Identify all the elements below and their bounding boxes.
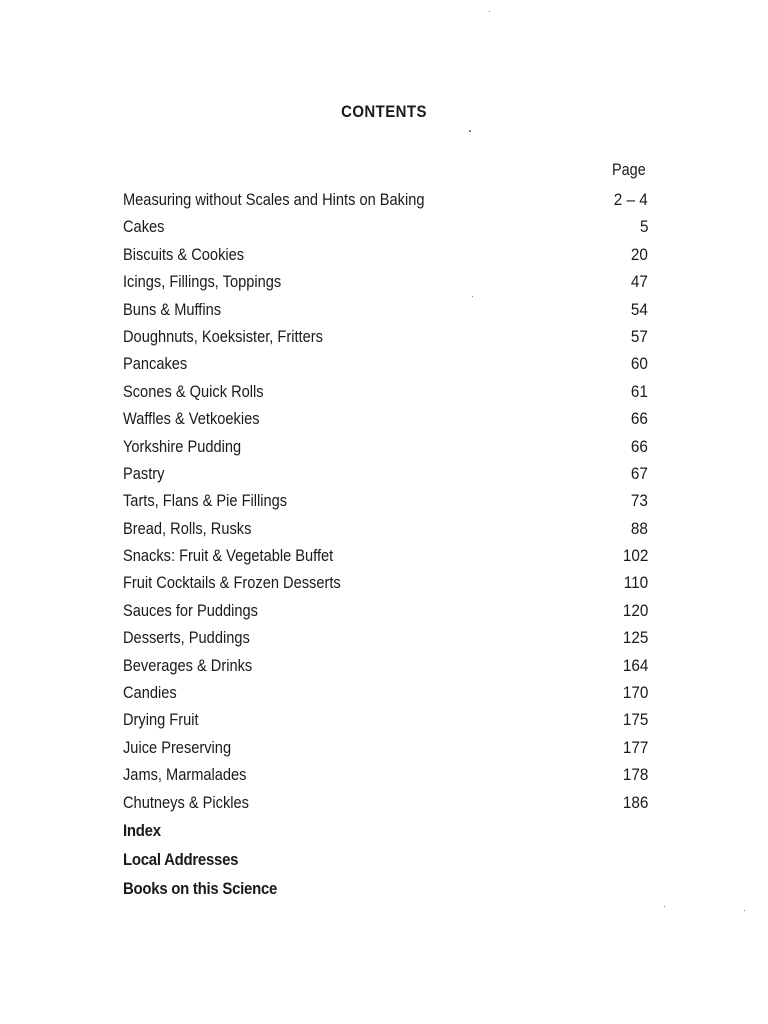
- toc-entry-label: Chutneys & Pickles: [123, 792, 249, 812]
- toc-entry-page-number: 2 – 4: [613, 190, 648, 209]
- toc-entry-page-number: 120: [622, 600, 648, 620]
- toc-entry-page-number: 66: [630, 409, 648, 429]
- toc-entry-page-number: 88: [630, 518, 648, 538]
- toc-entry-page-number: 67: [630, 463, 648, 483]
- toc-entry: [123, 624, 653, 651]
- toc-entry-page-number: 57: [630, 326, 648, 346]
- toc-entry-page-number: 60: [630, 354, 648, 374]
- toc-entry-page-number: 102: [622, 546, 648, 566]
- scan-speck: [489, 11, 490, 12]
- toc-entry-page-number: 175: [622, 710, 648, 730]
- toc-entry-page-number: 170: [622, 683, 648, 703]
- toc-entry-page-number: 186: [622, 792, 648, 812]
- toc-entry: [123, 405, 653, 432]
- toc-entry: [123, 515, 653, 542]
- appendix-entry: Index: [123, 821, 161, 840]
- toc-entry-label: Sauces for Puddings: [123, 600, 258, 620]
- toc-entry: [123, 569, 653, 596]
- toc-entry-label: Measuring without Scales and Hints on Baking: [123, 190, 425, 209]
- page-column-header: Page: [612, 160, 646, 179]
- toc-entry: [123, 542, 653, 569]
- toc-entry-label: Buns & Muffins: [123, 299, 222, 319]
- toc-entry-label: Snacks: Fruit & Vegetable Buffet: [123, 546, 334, 566]
- toc-entry-page-number: 54: [630, 299, 648, 319]
- toc-entry-page-number: 177: [622, 737, 648, 757]
- scan-speck: [744, 910, 745, 911]
- toc-entry: [123, 597, 653, 624]
- toc-entry-page-number: 66: [630, 436, 648, 456]
- toc-entry-page-number: 73: [630, 491, 648, 511]
- toc-entry-page-number: 110: [623, 573, 648, 593]
- toc-entry: [123, 734, 653, 761]
- toc-entry: [123, 761, 653, 788]
- scan-speck: [469, 130, 471, 132]
- appendix-entry: Books on this Science: [123, 879, 278, 898]
- toc-entry-label: Cakes: [123, 217, 165, 237]
- toc-entry-label: Jams, Marmalades: [123, 765, 247, 785]
- toc-entry-label: Drying Fruit: [123, 710, 199, 730]
- toc-entry-label: Biscuits & Cookies: [123, 244, 245, 264]
- toc-entry: [123, 296, 653, 323]
- toc-entry-page-number: 125: [622, 628, 648, 648]
- toc-entry: [123, 268, 653, 295]
- toc-entry-page-number: 5: [639, 217, 648, 237]
- toc-entry: [123, 323, 653, 350]
- toc-entry: [123, 487, 653, 514]
- toc-entry-page-number: 20: [630, 244, 648, 264]
- toc-entry-label: Juice Preserving: [123, 737, 232, 757]
- toc-entry-label: Desserts, Puddings: [123, 628, 250, 648]
- scan-speck: [664, 906, 665, 907]
- toc-entry-page-number: 61: [630, 381, 648, 401]
- toc-entry: [123, 706, 653, 733]
- toc-entry: [123, 378, 653, 405]
- toc-entry: [123, 241, 653, 268]
- toc-entry: [123, 213, 653, 240]
- contents-list: [123, 186, 653, 816]
- appendix-entry: Local Addresses: [123, 850, 239, 869]
- toc-entry-page-number: 47: [630, 272, 648, 292]
- toc-entry: [123, 433, 653, 460]
- scan-speck: [472, 296, 473, 297]
- toc-entry: [123, 350, 653, 377]
- toc-entry: [123, 186, 653, 213]
- toc-entry-label: Candies: [123, 683, 177, 703]
- appendix-list: [123, 816, 298, 903]
- toc-entry-page-number: 178: [622, 765, 648, 785]
- toc-entry-label: Doughnuts, Koeksister, Fritters: [123, 326, 323, 346]
- toc-entry-label: Scones & Quick Rolls: [123, 381, 264, 401]
- toc-entry: [123, 789, 653, 816]
- toc-entry: [123, 460, 653, 487]
- toc-entry-label: Yorkshire Pudding: [123, 436, 242, 456]
- toc-entry: [123, 652, 653, 679]
- toc-entry-label: Tarts, Flans & Pie Fillings: [123, 491, 288, 511]
- toc-entry-label: Pastry: [123, 463, 165, 483]
- toc-entry: [123, 679, 653, 706]
- toc-entry-page-number: 164: [622, 655, 648, 675]
- toc-entry-label: Beverages & Drinks: [123, 655, 253, 675]
- toc-entry-label: Fruit Cocktails & Frozen Desserts: [123, 573, 341, 593]
- toc-entry-label: Bread, Rolls, Rusks: [123, 518, 252, 538]
- page-title: CONTENTS: [341, 102, 427, 121]
- toc-entry-label: Icings, Fillings, Toppings: [123, 272, 282, 292]
- toc-entry-label: Waffles & Vetkoekies: [123, 409, 260, 429]
- toc-entry-label: Pancakes: [123, 354, 188, 374]
